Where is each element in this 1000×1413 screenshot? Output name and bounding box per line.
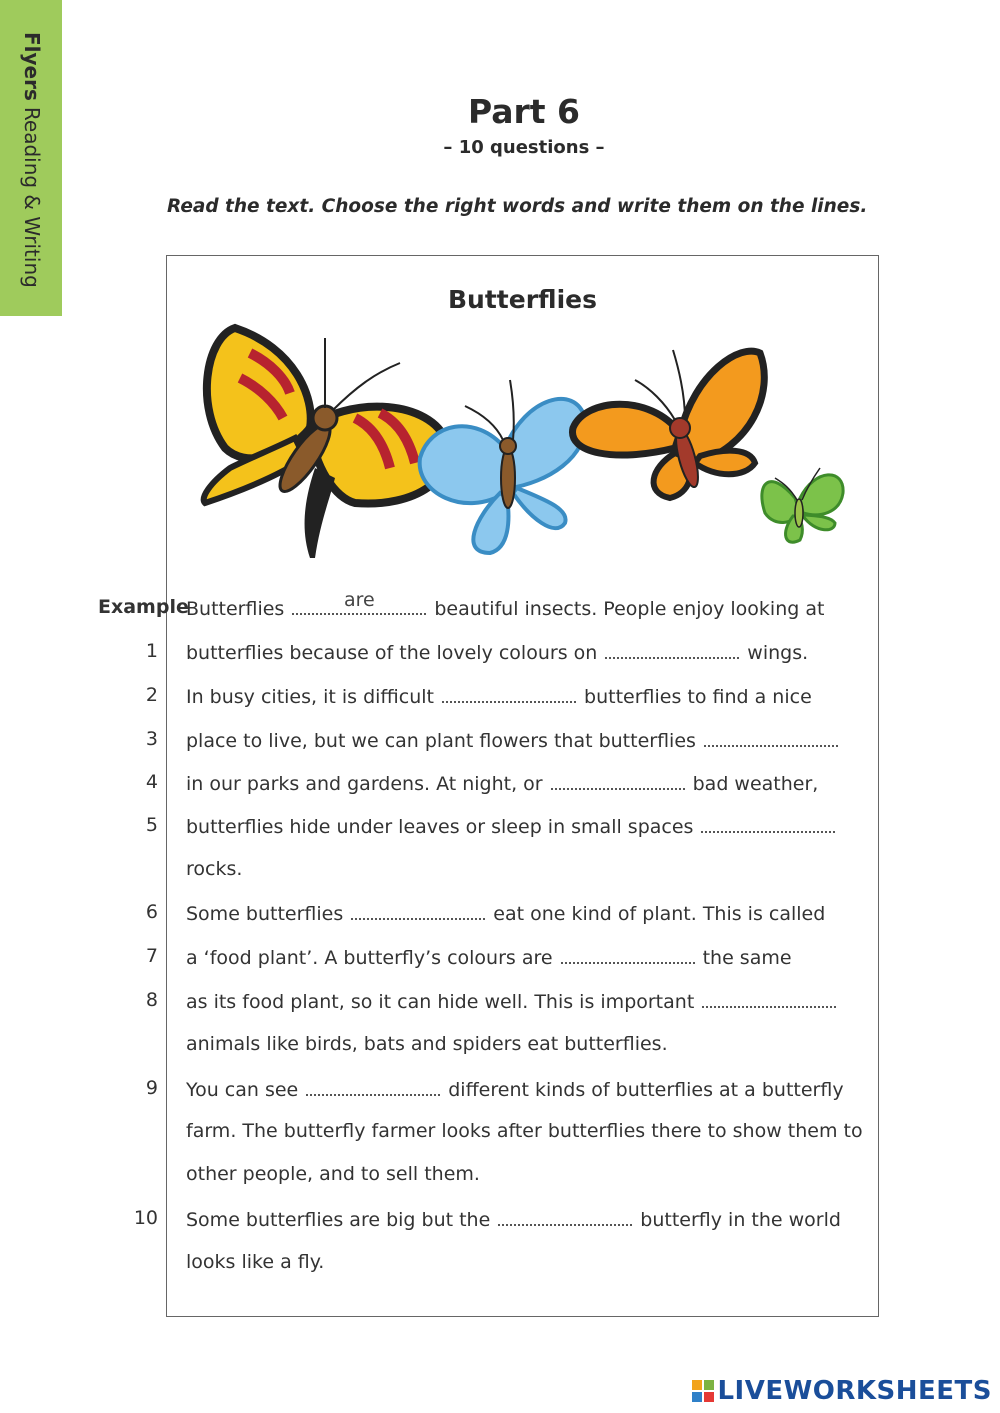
line-text: other people, and to sell them. <box>186 1163 480 1185</box>
line-text: animals like birds, bats and spiders eat butterflies. <box>186 1033 668 1055</box>
story-line <box>186 1251 324 1273</box>
orange-butterfly <box>572 350 764 498</box>
green-butterfly <box>762 468 843 542</box>
story-line <box>186 1163 480 1185</box>
yellow-butterfly <box>204 328 448 558</box>
question-number: 10 <box>133 1207 158 1229</box>
story-line <box>186 901 825 925</box>
answer-line[interactable] <box>704 728 838 747</box>
line-text: farm. The butterfly farmer looks after butterflies there to show them to <box>186 1120 863 1142</box>
page-subtitle: – 10 questions – <box>443 137 605 158</box>
story-line <box>186 1033 668 1055</box>
answer-line[interactable] <box>442 684 576 703</box>
liveworksheets-brand <box>692 1377 992 1405</box>
line-text: Some butterflies are big but the <box>186 1209 491 1231</box>
answer-line[interactable] <box>498 1207 632 1226</box>
side-tab-label <box>20 32 44 288</box>
story-line <box>186 589 825 620</box>
brand-logo-icon <box>692 1380 714 1402</box>
story-line <box>186 1120 863 1142</box>
example-answer-line <box>292 589 426 615</box>
line-text: looks like a fly. <box>186 1251 325 1273</box>
line-text: butterflies hide under leaves or sleep in small spaces <box>186 816 694 838</box>
question-number: 6 <box>145 901 158 923</box>
line-text: You can see <box>186 1079 299 1101</box>
line-text: In busy cities, it is difficult <box>186 686 435 708</box>
question-number: 9 <box>145 1077 158 1099</box>
page-title: Part 6 <box>467 92 581 131</box>
instruction-text: Read the text. Choose the right words and write them on the lines. <box>167 196 868 217</box>
story-line <box>186 858 242 880</box>
answer-line[interactable] <box>701 814 835 833</box>
brand-logo-square <box>704 1392 714 1402</box>
brand-logo-square <box>692 1392 702 1402</box>
butterflies-illustration <box>195 318 865 568</box>
story-title: Butterflies <box>448 285 597 314</box>
answer-line[interactable] <box>551 771 685 790</box>
story-line <box>186 945 792 969</box>
line-text: different kinds of butterflies at a butterfly <box>448 1079 844 1101</box>
line-text: in our parks and gardens. At night, or <box>186 773 543 795</box>
brand-name: LIVEWORKSHEETS <box>717 1376 992 1406</box>
story-line <box>186 814 843 838</box>
answer-line[interactable] <box>605 640 739 659</box>
line-text: butterflies because of the lovely colours on <box>186 642 598 664</box>
story-line <box>186 684 812 708</box>
question-number: 1 <box>145 640 158 662</box>
question-number: 7 <box>145 945 158 967</box>
answer-line[interactable] <box>306 1077 440 1096</box>
blue-butterfly <box>420 380 586 553</box>
story-line <box>186 1077 844 1101</box>
line-text: beautiful insects. People enjoy looking at <box>434 598 825 620</box>
line-text: wings. <box>747 642 809 664</box>
example-answer: are <box>343 589 375 611</box>
story-line <box>186 771 818 795</box>
story-line <box>186 728 846 752</box>
line-text: as its food plant, so it can hide well. This is important <box>186 991 695 1013</box>
brand-logo-square <box>704 1380 714 1390</box>
line-text: place to live, but we can plant flowers that butterflies <box>186 730 696 752</box>
question-number: 3 <box>145 728 158 750</box>
answer-line[interactable] <box>351 901 485 920</box>
question-number: 2 <box>145 684 158 706</box>
line-text: Some butterflies <box>186 903 344 925</box>
answer-line[interactable] <box>702 989 836 1008</box>
story-line <box>186 640 808 664</box>
line-text: butterfly in the world <box>640 1209 841 1231</box>
line-text: Butterflies <box>186 598 285 620</box>
line-text: the same <box>702 947 792 969</box>
line-text: butterflies to find a nice <box>584 686 812 708</box>
level-name: Flyers <box>20 32 44 101</box>
brand-logo-square <box>692 1380 702 1390</box>
skill-name: Reading & Writing <box>20 106 44 288</box>
level-side-tab <box>0 0 62 316</box>
story-line <box>186 989 844 1013</box>
answer-line[interactable] <box>561 945 695 964</box>
question-number: 4 <box>145 771 158 793</box>
line-text: a ‘food plant’. A butterfly’s colours are <box>186 947 553 969</box>
line-text: eat one kind of plant. This is called <box>493 903 826 925</box>
line-text: bad weather, <box>692 773 819 795</box>
example-label: Example <box>98 596 189 618</box>
story-line <box>186 1207 841 1231</box>
question-number: 8 <box>145 989 158 1011</box>
line-text: rocks. <box>186 858 243 880</box>
question-number: 5 <box>145 814 158 836</box>
